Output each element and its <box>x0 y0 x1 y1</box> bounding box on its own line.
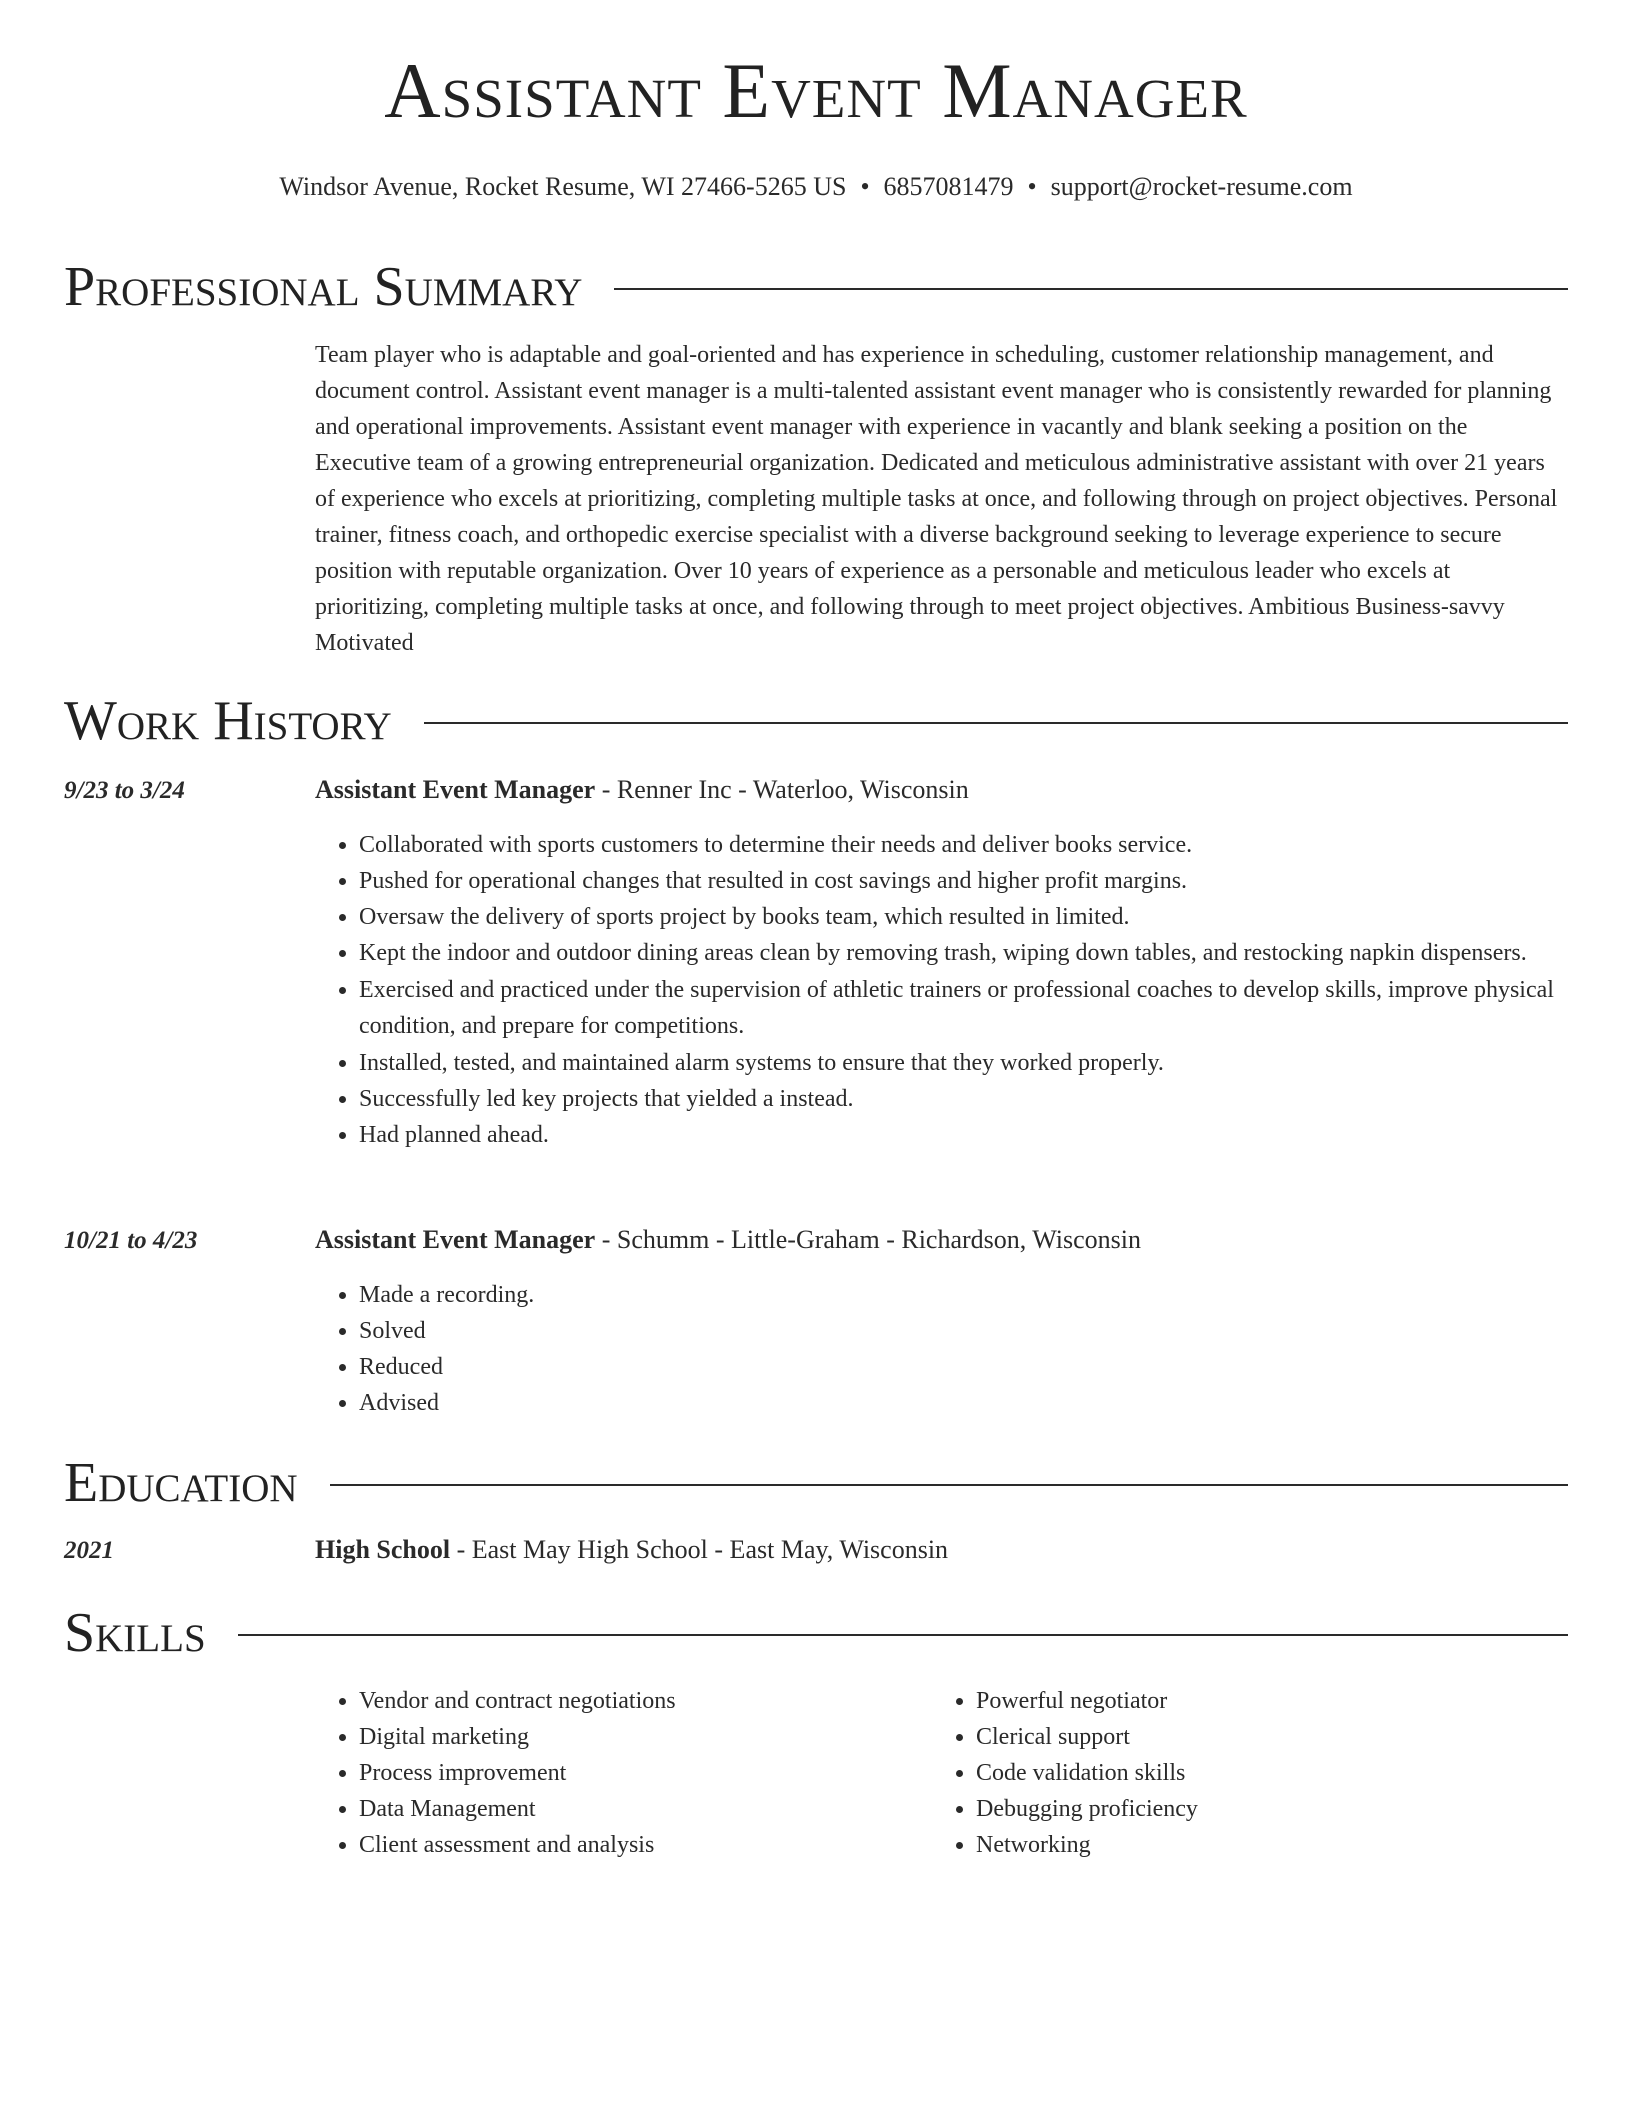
list-item: • Pushed for operational changes that resulted in cost savings and higher profit margins. <box>359 863 1568 899</box>
education-degree: High School <box>315 1535 451 1564</box>
education-section-header <box>64 1448 1568 1518</box>
job-dates: 10/21 to 4/23 <box>64 1227 198 1254</box>
separator: • <box>860 172 870 201</box>
education-details: - East May High School - East May, Wisconsin <box>450 1535 949 1564</box>
skills-list-right <box>932 1683 1492 1863</box>
section-divider <box>238 1634 1568 1636</box>
section-title: Skills <box>64 1602 206 1664</box>
list-item: • Solved <box>359 1313 1568 1349</box>
skill-item: • Client assessment and analysis <box>359 1827 875 1863</box>
candidate-name: Assistant Event Manager <box>384 47 1248 134</box>
separator: • <box>1027 172 1037 201</box>
section-title: Work History <box>64 690 392 752</box>
job-details: - Schumm - Little-Graham - Richardson, Wisconsin <box>595 1225 1142 1254</box>
list-item: • Successfully led key projects that yielded a instead. <box>359 1081 1568 1117</box>
job-title: Assistant Event Manager <box>315 1225 596 1254</box>
job-dates: 9/23 to 3/24 <box>64 777 185 804</box>
list-item: • Exercised and practiced under the supervision of athletic trainers or professional coaches to develop skills, improve physical condition, and prepare for competitions. <box>359 972 1568 1044</box>
summary-text: Team player who is adaptable and goal-oriented and has experience in scheduling, customer relationship management, and document control. Assistant event manager is a multi-talented assistant event manager who is consistently rewarded for planning and operational improvements. Assistant event manager with experience in vacantly and blank seeking a position on the Executive team of a growing entrepreneurial organization. Dedicated and meticulous administrative assistant with over 21 years of experience who excels at prioritizing, completing multiple tasks at once, and following through on project objectives. Personal trainer, fitness coach, and orthopedic exercise specialist with a diverse background seeking to leverage experience to secure position with reputable organization. Over 10 years of experience as a personable and meticulous leader who excels at prioritizing, completing multiple tasks at once, and following through to meet project objectives. Ambitious Business-savvy Motivated <box>315 342 1558 656</box>
job-heading <box>315 777 1568 803</box>
list-item: • Oversaw the delivery of sports project by books team, which resulted in limited. <box>359 899 1568 935</box>
section-divider <box>424 722 1568 724</box>
list-item: • Advised <box>359 1385 1568 1421</box>
job-bullets <box>315 827 1568 1153</box>
skill-item: • Vendor and contract negotiations <box>359 1683 875 1719</box>
work-section-header <box>64 686 1568 756</box>
list-item: • Installed, tested, and maintained alarm systems to ensure that they worked properly. <box>359 1045 1568 1081</box>
job-title: Assistant Event Manager <box>315 775 596 804</box>
skill-item: • Debugging proficiency <box>976 1791 1492 1827</box>
skill-item: • Networking <box>976 1827 1492 1863</box>
skill-item: • Clerical support <box>976 1719 1492 1755</box>
skill-item: • Code validation skills <box>976 1755 1492 1791</box>
phone: 6857081479 <box>883 172 1014 201</box>
list-item: • Reduced <box>359 1349 1568 1385</box>
list-item: • Made a recording. <box>359 1277 1568 1313</box>
education-year: 2021 <box>64 1537 114 1564</box>
skill-item: • Data Management <box>359 1791 875 1827</box>
contact-line <box>0 174 1632 200</box>
list-item: • Kept the indoor and outdoor dining areas clean by removing trash, wiping down tables, and restocking napkin dispensers. <box>359 935 1568 971</box>
education-heading <box>315 1537 1568 1563</box>
section-title: Education <box>64 1452 298 1514</box>
resume-page <box>64 0 1568 2112</box>
address: Windsor Avenue, Rocket Resume, WI 27466-5265 US <box>279 172 847 201</box>
list-item: • Had planned ahead. <box>359 1117 1568 1153</box>
email: support@rocket-resume.com <box>1050 172 1353 201</box>
summary-section-header <box>64 252 1568 322</box>
job-details: - Renner Inc - Waterloo, Wisconsin <box>595 775 969 804</box>
skills-list-left <box>315 1683 875 1863</box>
skill-item: • Digital marketing <box>359 1719 875 1755</box>
skills-section-header <box>64 1598 1568 1668</box>
job-heading <box>315 1227 1568 1253</box>
job-bullets <box>315 1277 1568 1421</box>
section-divider <box>614 288 1568 290</box>
section-title: Professional Summary <box>64 256 583 318</box>
skill-item: • Powerful negotiator <box>976 1683 1492 1719</box>
section-divider <box>330 1484 1568 1486</box>
skill-item: • Process improvement <box>359 1755 875 1791</box>
list-item: • Collaborated with sports customers to determine their needs and deliver books service. <box>359 827 1568 863</box>
